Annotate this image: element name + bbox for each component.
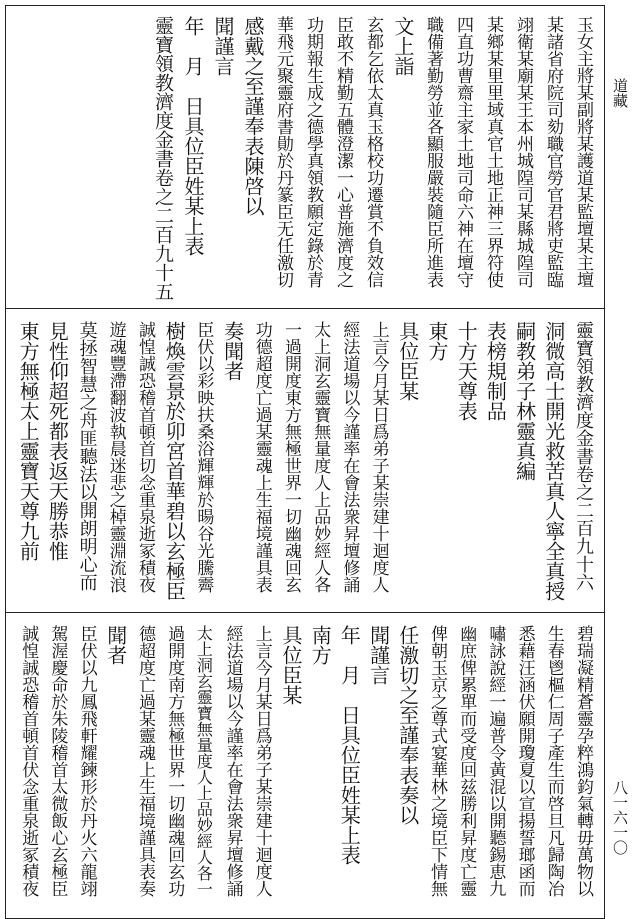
text-column: 任激切之至謹奉表奏以: [395, 625, 420, 825]
text-column: 玉女主將某副將某護道某監壇某主壇: [573, 16, 593, 288]
text-column: 駕渥慶命於朱陵稽首太微飯心玄極臣: [47, 625, 68, 897]
text-column: 經法道場以今謹率在會法衆昇壇修誦: [222, 625, 243, 897]
text-column: 遊魂豐滯翻波執晨迷悲之棹靈淵流浪: [105, 321, 126, 593]
text-column: 聞謹言: [366, 625, 391, 685]
text-column: 碧瑞凝精蒼靈孕粹鴻鈞氣轉毋萬物以: [573, 625, 593, 897]
text-column: 某諸省府院司劾職官勞官君將吏監臨: [543, 16, 563, 288]
text-column: 生春鬯樞仁周子產生而啓旦凡歸陶冶: [543, 625, 564, 897]
text-column: 華飛元聚靈府書勛於丹篆臣无任激切: [273, 16, 293, 288]
text-column: 一過開度東方無極世界一切幽魂回玄: [281, 321, 301, 593]
text-column: 玄都乞依太真玉格校功遷賞不負效信: [363, 16, 383, 288]
text-column: 東方: [425, 321, 449, 361]
text-column: 誠惶誠恐稽首頓首伏念重泉逝冢積夜: [18, 625, 39, 897]
text-column: 職備著勤勞並各顯服嚴裝隨臣所進表: [423, 16, 443, 288]
text-column: 德超度亡過某靈魂上生福境謹具表奏: [135, 625, 155, 897]
text-column: 功德超度亡過某靈魂上生福境謹具表: [251, 321, 272, 593]
text-column: 靈寶領教濟度金書卷之二百九十五: [152, 16, 174, 301]
text-column: 誠惶誠恐稽首頓首切念重泉逝冢積夜: [135, 321, 155, 593]
text-column: 年 月 日具位臣姓某上表: [181, 16, 205, 256]
text-column: 太上洞玄靈寶無量度人上品妙經人各一: [194, 625, 214, 897]
text-column: 上言今月某日爲弟子某崇建十迴度人: [251, 625, 272, 897]
text-column: 見性仰超死都表返天勝恭惟: [45, 321, 70, 561]
text-column: 悉藉汪涵伏願開瓊夏以宣揚誓瑯函而: [514, 625, 535, 897]
text-column: 臣伏以九鳳飛軒耀鍊形於丹火六龍翊: [76, 625, 97, 897]
text-column: 南方: [308, 625, 333, 665]
text-column: 臣伏以彩映扶桑浴輝輝於暘谷光騰霽: [193, 321, 214, 593]
text-column: 莫拯智慧之舟匪聽法以開朗明心而: [76, 321, 98, 591]
text-column: 翊衛某廟某王本州城隍司某縣城隍司: [513, 16, 533, 288]
text-column: 幽庶俾累單而受度回兹勝利昇度亡靈: [456, 625, 477, 897]
text-column: 聞者: [103, 625, 128, 665]
text-panel-bottom: [8, 617, 600, 913]
text-column: 太上洞玄靈寶無量度人上品妙經人各: [310, 321, 331, 593]
text-column: 過開度南方無極世界一切幽魂回玄功: [164, 625, 185, 897]
text-column: 具位臣某: [279, 625, 303, 705]
text-column: 感戴之至謹奉表陳啓以: [241, 16, 265, 216]
text-column: 某鄉某里里域真官土地正神三界符使: [483, 16, 503, 288]
text-column: 功期報生成之德學真領教願定錄於青: [303, 16, 323, 288]
text-column: 洞微高士開光救苦真人寧全真授: [541, 321, 566, 601]
text-column: 嗣教弟子林靈真編: [512, 321, 537, 481]
text-column: 俾朝玉京之尊式宴華林之境臣下情無: [427, 625, 447, 897]
text-column: 東方無極太上靈寶天尊九前: [16, 321, 41, 561]
side-title: 道藏: [611, 78, 629, 108]
text-column: 嘯詠說經一遍普令黃混以開聽錫恵九: [485, 625, 506, 897]
text-column: 樹煥雲景於卯宮首華碧以玄極臣: [162, 321, 187, 601]
text-column: 經法道場以今謹率在會法衆昇壇修誦: [339, 321, 360, 593]
text-column: 奏聞者: [220, 321, 245, 381]
text-column: 表榜規制品: [483, 321, 508, 421]
text-column: 四直功曹齋主家土地司命六神在壇守: [453, 16, 473, 288]
text-column: 年 月 日具位臣姓某上表: [337, 625, 362, 865]
text-column: 臣敢不精勤五體澄潔一心普施濟度之: [333, 16, 353, 288]
text-panel-middle: [8, 313, 600, 609]
text-column: 靈寶領教濟度金書卷之二百九十六: [573, 321, 594, 591]
panel-divider-bottom: [6, 612, 604, 613]
text-column: 具位臣某: [395, 321, 420, 401]
text-column: 文上詣: [391, 16, 415, 76]
text-column: 十方天尊表: [454, 321, 479, 421]
text-column: 聞謹言: [211, 16, 235, 76]
text-panel-top: [8, 8, 600, 306]
text-column: 上言今月某日爲弟子某崇建十迴度人: [368, 321, 389, 593]
page-number: 八一六一〇: [611, 780, 629, 855]
panel-divider-top: [6, 308, 604, 309]
